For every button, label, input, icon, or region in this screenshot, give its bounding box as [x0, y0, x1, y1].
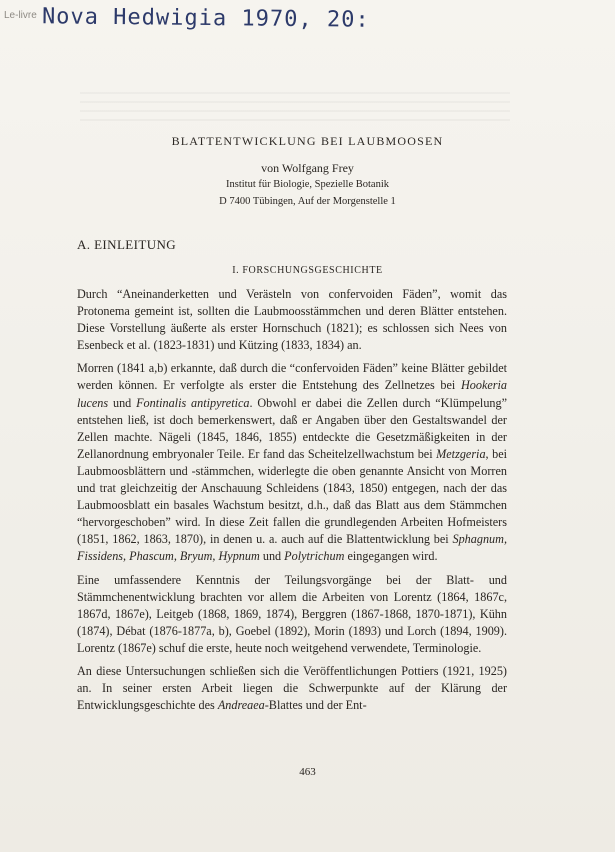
paragraph-2 — [77, 360, 507, 565]
paragraph-2-text: und — [259, 549, 285, 564]
genus-name: Polytrichum — [284, 549, 345, 564]
genus-list: Sphagnum, Fissidens, Phascum, Bryum, Hypnum — [77, 532, 507, 564]
handwritten-citation-note: Nova Hedwigia 1970, 20: — [41, 4, 370, 33]
section-heading: A. EINLEITUNG — [77, 237, 177, 252]
species-name: Fontinalis antipyretica — [136, 395, 250, 410]
paragraph-2-text: . Obwohl er dabei die Zellen durch “Klümpelung” entstehen ließ, ist doch bemerkenswert, daß er Angaben über den Gestaltswandel der Zellen machte. Nägeli (1845, 1846, 1855) entdeckte die Gesetzmäßigkeiten in der Zellanordnung embryonaler Teile. Er fand das Scheitelzellwachstum bei — [77, 395, 508, 461]
species-name: Hookeria lucens — [77, 378, 507, 410]
genus-name: Andreaea — [217, 698, 265, 713]
article-title: BLATTENTWICKLUNG BEI LAUBMOOSEN — [171, 134, 444, 148]
paragraph-4-text: -Blattes und der Ent- — [264, 698, 367, 713]
affiliation-line-1: Institut für Biologie, Spezielle Botanik — [225, 179, 390, 190]
paragraph-4 — [77, 663, 507, 714]
paragraph-2-text: Morren (1841 a,b) erkannte, daß durch die “confervoiden Fäden” keine Blätter gebildet werden können. Er verfolgte als erster die Entstehung des Zellnetzes bei — [77, 361, 507, 393]
paragraph-1: Durch “Aneinanderketten und Verästeln von confervoiden Fäden”, womit das Protonema gemeint ist, sollten die Laubmoosstämmchen und deren Blätter entstehen. Diese Vorstellung äußerte als erster Hornschuch (1821); es schlossen sich Nees von Esenbeck et al. (1823-1831) und Kützing (1833, 1834) an. — [77, 287, 507, 353]
article-author: von Wolfgang Frey — [261, 161, 354, 175]
paragraph-4-text: An diese Untersuchungen schließen sich die Veröffentlichungen Pottiers (1921, 1925) an. In seiner ersten Arbeit liegen die Schwerpunkte auf der Klärung der Entwicklungsgeschichte des — [77, 663, 507, 713]
bleed-through-texture — [80, 92, 510, 122]
body-text — [77, 286, 507, 720]
subsection-heading: I. FORSCHUNGSGESCHICHTE — [232, 265, 383, 276]
paragraph-3: Eine umfassendere Kenntnis der Teilungsvorgänge bei der Blatt- und Stämmchenentwicklung brachten vor allem die Arbeiten von Lorentz (1864, 1867c, 1867d, 1867e), Leitgeb (1868, 1869, 1874), Berggren (1867-1868, 1870-1871), Kühn (1874), Débat (1876-1877a, b), Goebel (1892), Morin (1893) und Lorch (1894, 1909). Lorentz (1867e) schuf die erste, heute noch weitgehend verwendete, Terminologie. — [77, 572, 507, 655]
affiliation-line-2: D 7400 Tübingen, Auf der Morgenstelle 1 — [219, 196, 396, 207]
watermark: Le-livre — [4, 10, 37, 21]
paragraph-2-text: eingegangen wird. — [344, 549, 438, 564]
genus-name: Metzgeria — [436, 446, 486, 461]
page-number: 463 — [299, 766, 316, 778]
paragraph-2-text: , bei Laubmoosblättern und -stämmchen, widerlegte die oben genannte Ansicht von Morren und trat gleichzeitig der Anschauung Schleidens (1843, 1850) entgegen, nach der das Laubmoosblatt ein basales Wachstum besitzt, d.h., daß das Blatt aus dem Stämmchen “hervorgeschoben” wird. In diese Zeit fallen die grundlegenden Arbeiten Hofmeisters (1851, 1862, 1863, 1870), in denen u. a. auch auf die Blattentwicklung bei — [77, 446, 508, 547]
paragraph-2-text: und — [108, 395, 137, 410]
